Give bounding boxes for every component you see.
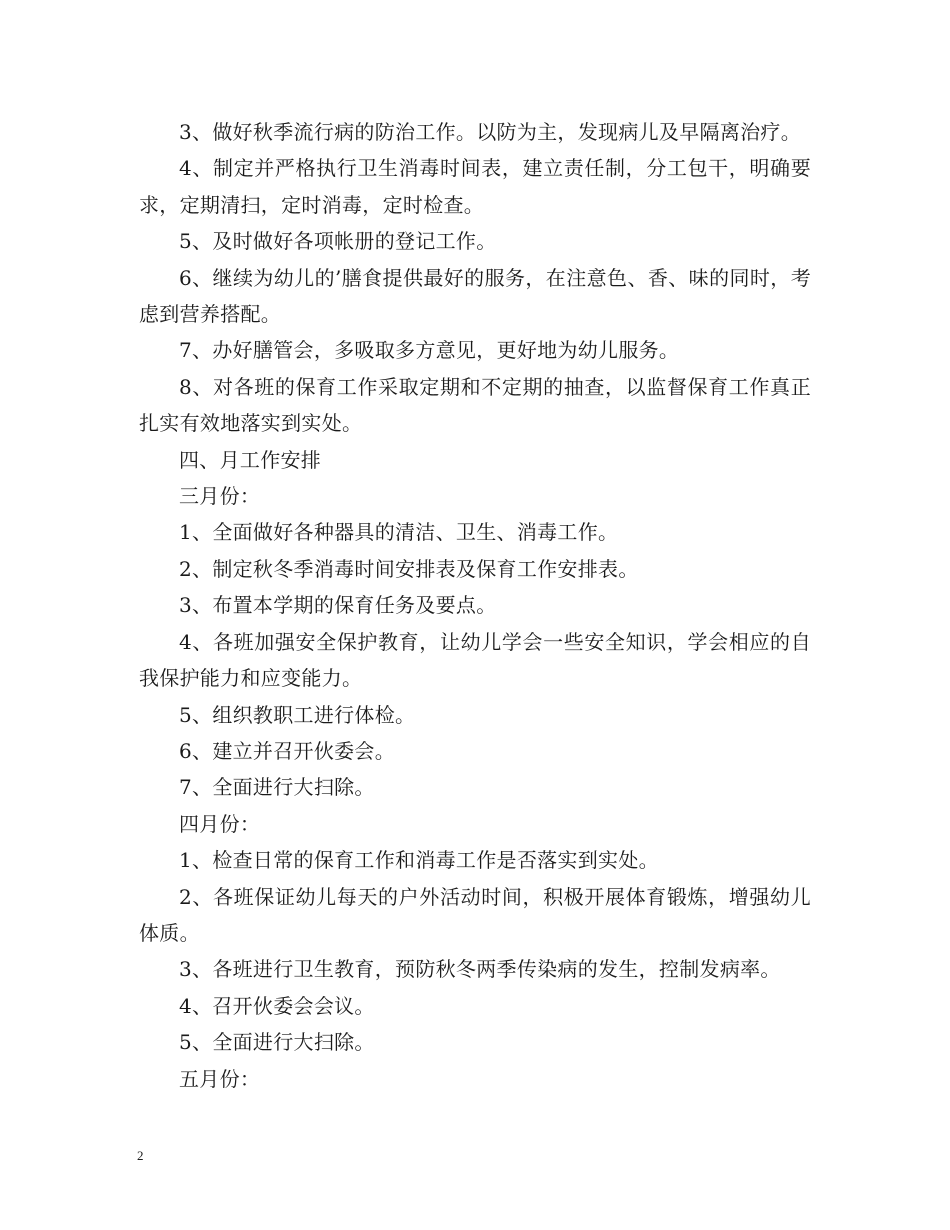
month-heading: 三月份： (179, 484, 261, 509)
document-body (139, 114, 811, 1097)
paragraph: 4、召开伙委会会议。 (179, 993, 375, 1018)
paragraph: 4、制定并严格执行卫生消毒时间表，建立责任制，分工包干，明确要求，定期清扫，定时消毒，定时检查。 (139, 156, 811, 217)
page-number: 2 (137, 1148, 144, 1163)
paragraph: 6、继续为幼儿的’膳食提供最好的服务，在注意色、香、味的同时，考虑到营养搭配。 (139, 265, 811, 327)
paragraph: 5、及时做好各项帐册的登记工作。 (179, 229, 497, 254)
paragraph: 3、布置本学期的保育任务及要点。 (179, 593, 497, 618)
paragraph: 8、对各班的保育工作采取定期和不定期的抽查，以监督保育工作真正扎实有效地落实到实处。 (139, 374, 811, 436)
paragraph: 3、各班进行卫生教育，预防秋冬两季传染病的发生，控制发病率。 (179, 957, 781, 982)
paragraph: 5、组织教职工进行体检。 (179, 702, 416, 727)
paragraph: 2、制定秋冬季消毒时间安排表及保育工作安排表。 (179, 556, 639, 581)
paragraph: 5、全面进行大扫除。 (179, 1030, 375, 1055)
paragraph: 1、全面做好各种器具的清洁、卫生、消毒工作。 (179, 520, 619, 545)
paragraph: 2、各班保证幼儿每天的户外活动时间，积极开展体育锻炼，增强幼儿体质。 (139, 884, 811, 945)
paragraph: 3、做好秋季流行病的防治工作。以防为主，发现病儿及早隔离治疗。 (179, 120, 802, 144)
paragraph: 6、建立并召开伙委会。 (179, 738, 396, 763)
paragraph: 1、检查日常的保育工作和消毒工作是否落实到实处。 (179, 848, 659, 873)
month-heading: 五月份： (179, 1066, 261, 1091)
paragraph: 4、各班加强安全保护教育，让幼儿学会一些安全知识，学会相应的自我保护能力和应变能力。 (139, 629, 811, 691)
paragraph: 7、办好膳管会，多吸取多方意见，更好地为幼儿服务。 (179, 338, 680, 363)
section-heading: 四、月工作安排 (179, 447, 322, 472)
paragraph: 7、全面进行大扫除。 (179, 775, 375, 800)
month-heading: 四月份： (179, 811, 261, 836)
